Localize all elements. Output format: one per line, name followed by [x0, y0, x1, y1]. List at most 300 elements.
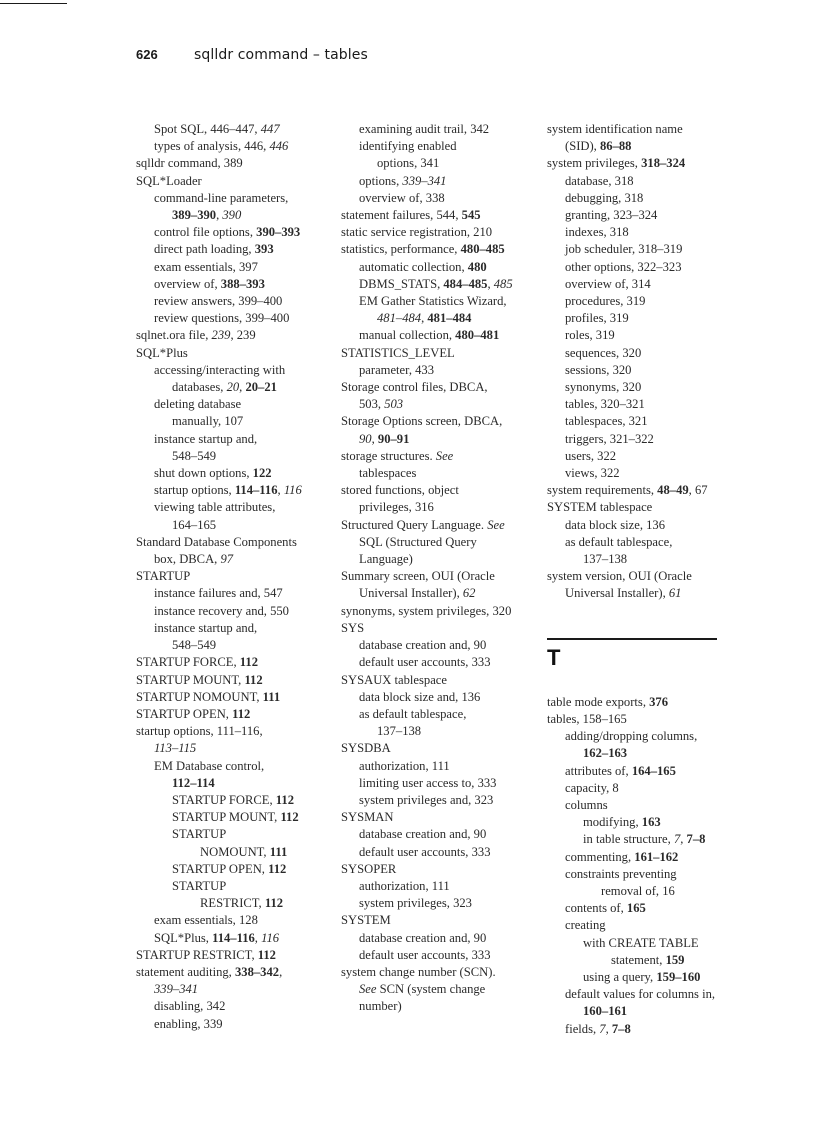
entry-text: SYSAUX tablespace	[341, 672, 447, 687]
index-entry	[547, 728, 747, 745]
entry-text: , 239	[230, 328, 256, 343]
entry-text: system change number (SCN).	[341, 964, 496, 979]
index-entry	[547, 431, 747, 448]
entry-text: modifying,	[583, 815, 642, 830]
entry-text: examining audit trail, 342	[359, 122, 490, 136]
entry-text: 548–549	[172, 638, 217, 653]
entry-text: ,	[279, 964, 283, 979]
entry-text: 318–324	[641, 156, 686, 171]
entry-text: users, 322	[565, 448, 617, 463]
entry-text: overview of, 314	[565, 276, 651, 291]
index-entry	[341, 981, 526, 998]
entry-text: sqlldr command, 389	[136, 156, 243, 171]
entry-text: 111	[269, 844, 288, 859]
index-entry	[136, 912, 326, 929]
index-entry	[136, 155, 326, 172]
index-entry	[136, 448, 326, 465]
entry-text: ,	[487, 276, 494, 291]
entry-text: database creation and, 90	[359, 638, 487, 653]
index-entry	[136, 861, 326, 878]
entry-text: 388–393	[220, 276, 265, 291]
index-column-3	[547, 121, 747, 1038]
index-entry	[341, 878, 526, 895]
entry-text: (SID),	[565, 139, 600, 154]
index-entry	[547, 1021, 747, 1038]
entry-text: 7–8	[611, 1021, 631, 1036]
index-entry	[341, 121, 526, 138]
index-entry	[341, 706, 526, 723]
entry-text: roles, 319	[565, 328, 615, 343]
entry-text: STARTUP	[172, 878, 227, 893]
index-entry	[136, 190, 326, 207]
entry-text: 545	[461, 208, 481, 223]
index-entry	[547, 517, 747, 534]
index-entry	[136, 327, 326, 344]
entry-text: instance failures and, 547	[154, 586, 283, 601]
index-entry	[136, 517, 326, 534]
entry-text: system privileges,	[547, 156, 642, 171]
index-entry	[136, 740, 326, 757]
entry-text: 90	[359, 431, 372, 446]
index-entry	[341, 379, 526, 396]
index-entry	[136, 345, 326, 362]
index-entry	[341, 844, 526, 861]
entry-text: tables, 158–165	[547, 711, 627, 726]
entry-text: 480	[467, 259, 487, 274]
entry-text: storage structures.	[341, 448, 436, 463]
index-entry	[136, 362, 326, 379]
entry-text: capacity, 8	[565, 780, 619, 795]
entry-text: startup options, 111–116,	[136, 724, 263, 739]
index-entry	[136, 826, 326, 843]
index-entry	[136, 930, 326, 947]
entry-text: 161–162	[634, 849, 679, 864]
index-entry	[136, 259, 326, 276]
entry-text: ,	[371, 431, 378, 446]
section-letter: T	[547, 644, 561, 670]
index-entry	[136, 396, 326, 413]
entry-text: STARTUP MOUNT,	[172, 810, 281, 825]
entry-text: 112–114	[172, 775, 215, 790]
index-entry	[136, 138, 326, 155]
entry-text: statement,	[611, 952, 666, 967]
index-entry	[136, 310, 326, 327]
entry-text: 137–138	[377, 724, 422, 739]
entry-text: 164–165	[631, 763, 676, 778]
index-entry	[341, 276, 526, 293]
index-entry	[341, 861, 526, 878]
entry-text: STARTUP MOUNT,	[136, 672, 245, 687]
index-entry	[136, 585, 326, 602]
entry-text: identifying enabled	[359, 139, 457, 154]
entry-text: sessions, 320	[565, 362, 632, 377]
entry-text: 162–163	[583, 746, 628, 761]
entry-text: static service registration, 210	[341, 225, 493, 240]
entry-text: enabling, 339	[154, 1016, 223, 1031]
index-entry	[136, 1016, 326, 1033]
index-entry	[547, 745, 747, 762]
entry-text: tablespaces, 321	[565, 414, 648, 429]
entry-text: 165	[626, 901, 646, 916]
entry-text: 20	[226, 380, 240, 395]
index-entry	[341, 585, 526, 602]
entry-text: views, 322	[565, 466, 620, 481]
entry-text: database, 318	[565, 173, 634, 188]
index-entry	[547, 448, 747, 465]
entry-text: fields,	[565, 1021, 600, 1036]
index-entry	[547, 310, 747, 327]
index-entry	[547, 465, 747, 482]
entry-text: adding/dropping columns,	[565, 729, 698, 744]
index-column-1	[136, 121, 326, 1033]
index-entry	[136, 499, 326, 516]
index-entry	[547, 986, 747, 1003]
entry-text: SQL*Plus	[136, 345, 188, 360]
entry-text: Universal Installer),	[359, 586, 463, 601]
entry-text: command-line parameters,	[154, 190, 289, 205]
entry-text: 112	[239, 655, 258, 670]
index-entry	[547, 155, 747, 172]
entry-text: 62	[462, 586, 476, 601]
entry-text: job scheduler, 318–319	[565, 242, 683, 257]
index-entry	[547, 694, 747, 711]
entry-text: indexes, 318	[565, 225, 629, 240]
index-entry	[547, 883, 747, 900]
index-entry	[341, 534, 526, 551]
index-entry	[547, 190, 747, 207]
entry-text: databases,	[172, 380, 227, 395]
index-entry	[341, 637, 526, 654]
entry-text: 390–393	[256, 225, 301, 240]
index-entry	[341, 345, 526, 362]
index-entry	[341, 568, 526, 585]
entry-text: synonyms, system privileges, 320	[341, 603, 512, 618]
index-entry	[341, 723, 526, 740]
entry-text: system identification name	[547, 122, 683, 136]
index-entry	[341, 448, 526, 465]
index-entry	[136, 224, 326, 241]
index-entry	[547, 763, 747, 780]
top-rule	[0, 3, 67, 4]
entry-text: 7	[673, 832, 681, 847]
index-entry	[341, 912, 526, 929]
entry-text: 503,	[359, 397, 385, 412]
entry-text: disabling, 342	[154, 999, 226, 1014]
index-entry	[341, 620, 526, 637]
index-entry	[136, 173, 326, 190]
entry-text: options, 341	[377, 156, 440, 171]
index-entry	[547, 866, 747, 883]
entry-text: using a query,	[583, 969, 657, 984]
index-entry	[136, 689, 326, 706]
index-entry	[341, 190, 526, 207]
entry-text: See	[359, 982, 377, 997]
entry-text: STARTUP FORCE,	[172, 792, 276, 807]
entry-text: 111	[262, 689, 281, 704]
index-entry	[341, 327, 526, 344]
entry-text: as default tablespace,	[359, 706, 467, 721]
index-entry	[547, 362, 747, 379]
index-entry	[547, 345, 747, 362]
entry-text: granting, 323–324	[565, 208, 658, 223]
index-entry	[547, 797, 747, 814]
index-entry	[547, 900, 747, 917]
entry-text: EM Database control,	[154, 758, 265, 773]
entry-text: viewing table attributes,	[154, 500, 276, 515]
entry-text: 239	[211, 328, 231, 343]
entry-text: STARTUP NOMOUNT,	[136, 689, 263, 704]
entry-text: ,	[680, 832, 687, 847]
entry-text: system privileges, 323	[359, 896, 472, 911]
index-entry	[341, 499, 526, 516]
entry-text: SYSTEM	[341, 913, 391, 928]
entry-text: 112	[275, 792, 294, 807]
index-entry	[341, 138, 526, 155]
index-entry	[547, 138, 747, 155]
entry-text: 112	[257, 947, 276, 962]
entry-text: STARTUP OPEN,	[136, 706, 233, 721]
entry-text: 86–88	[599, 139, 632, 154]
index-entry	[136, 121, 326, 138]
entry-text: 112	[268, 861, 287, 876]
col3-entries-top	[547, 121, 747, 603]
entry-text: ,	[421, 311, 428, 326]
entry-text: Universal Installer),	[565, 586, 669, 601]
entry-text: 163	[641, 815, 661, 830]
entry-text: STARTUP	[172, 827, 227, 842]
entry-text: 481–484	[377, 311, 422, 326]
index-entry	[547, 969, 747, 986]
entry-text: 484–485	[443, 276, 488, 291]
index-entry	[136, 431, 326, 448]
index-entry	[547, 413, 747, 430]
entry-text: privileges, 316	[359, 500, 434, 515]
index-entry	[547, 499, 747, 516]
entry-text: shut down options,	[154, 466, 253, 481]
index-entry	[547, 224, 747, 241]
index-entry	[547, 207, 747, 224]
entry-text: 548–549	[172, 448, 217, 463]
entry-text: direct path loading,	[154, 242, 255, 257]
entry-text: limiting user access to, 333	[359, 775, 497, 790]
index-entry	[341, 809, 526, 826]
entry-text: exam essentials, 397	[154, 259, 258, 274]
index-entry	[547, 121, 747, 138]
entry-text: profiles, 319	[565, 311, 629, 326]
index-entry	[547, 568, 747, 585]
entry-text: commenting,	[565, 849, 635, 864]
entry-text: stored functions, object	[341, 483, 459, 498]
index-entry	[136, 878, 326, 895]
index-entry	[136, 482, 326, 499]
index-entry	[341, 482, 526, 499]
index-entry	[547, 534, 747, 551]
entry-text: See	[487, 517, 505, 532]
entry-text: overview of,	[154, 276, 221, 291]
entry-text: removal of, 16	[601, 883, 675, 898]
index-entry	[341, 998, 526, 1015]
index-entry	[341, 964, 526, 981]
index-entry	[341, 155, 526, 172]
entry-text: 503	[384, 397, 404, 412]
entry-text: default user accounts, 333	[359, 655, 491, 670]
index-entry	[136, 758, 326, 775]
entry-text: with CREATE TABLE	[583, 935, 699, 950]
index-entry	[136, 981, 326, 998]
entry-text: 137–138	[583, 552, 628, 567]
entry-text: statement failures, 544,	[341, 208, 462, 223]
entry-text: creating	[565, 918, 606, 933]
entry-text: 7	[599, 1021, 606, 1036]
entry-text: tablespaces	[359, 466, 417, 481]
entry-text: instance startup and,	[154, 431, 258, 446]
entry-text: synonyms, 320	[565, 380, 642, 395]
entry-text: STARTUP FORCE,	[136, 655, 240, 670]
entry-text: sequences, 320	[565, 345, 642, 360]
index-entry	[341, 431, 526, 448]
index-entry	[547, 935, 747, 952]
index-entry	[547, 780, 747, 797]
index-entry	[136, 568, 326, 585]
entry-text: 112	[264, 896, 284, 911]
entry-text: instance recovery and, 550	[154, 603, 289, 618]
index-entry	[547, 276, 747, 293]
index-entry	[341, 551, 526, 568]
entry-text: NOMOUNT,	[200, 844, 270, 859]
index-entry	[136, 947, 326, 964]
entry-text: Spot SQL, 446–447,	[154, 122, 261, 136]
index-entry	[136, 620, 326, 637]
entry-text: 122	[252, 466, 272, 481]
entry-text: 160–161	[583, 1004, 628, 1019]
index-entry	[547, 952, 747, 969]
index-column-2	[341, 121, 526, 1016]
index-entry	[136, 241, 326, 258]
entry-text: review questions, 399–400	[154, 311, 290, 326]
entry-text: types of analysis, 446,	[154, 139, 270, 154]
entry-text: Summary screen, OUI (Oracle	[341, 569, 495, 584]
index-entry	[341, 293, 526, 310]
entry-text: 339–341	[402, 173, 447, 188]
entry-text: default user accounts, 333	[359, 947, 491, 962]
entry-text: 61	[668, 586, 682, 601]
entry-text: 159–160	[656, 969, 701, 984]
entry-text: database creation and, 90	[359, 930, 487, 945]
index-entry	[341, 654, 526, 671]
entry-text: Storage control files, DBCA,	[341, 380, 488, 395]
entry-text: SQL*Plus,	[154, 930, 213, 945]
index-entry	[341, 173, 526, 190]
entry-text: ,	[605, 1021, 612, 1036]
entry-text: as default tablespace,	[565, 534, 673, 549]
entry-text: deleting database	[154, 397, 242, 412]
index-entry	[136, 998, 326, 1015]
entry-text: table mode exports,	[547, 694, 650, 709]
entry-text: parameter, 433	[359, 362, 435, 377]
entry-text: in table structure,	[583, 832, 674, 847]
entry-text: 114–116	[234, 483, 278, 498]
index-entry	[341, 826, 526, 843]
index-entry	[136, 465, 326, 482]
index-entry	[547, 396, 747, 413]
entry-text: Standard Database Components	[136, 534, 297, 549]
entry-text: default values for columns in,	[565, 987, 716, 1002]
entry-text: ,	[277, 483, 284, 498]
index-entry	[547, 482, 747, 499]
index-entry	[341, 517, 526, 534]
entry-text: exam essentials, 128	[154, 913, 258, 928]
entry-text: system requirements,	[547, 483, 658, 498]
index-entry	[136, 844, 326, 861]
entry-text: 113–115	[154, 741, 197, 756]
entry-text: RESTRICT,	[200, 896, 265, 911]
entry-text: 480–481	[455, 328, 500, 343]
index-entry	[136, 207, 326, 224]
index-entry	[136, 775, 326, 792]
index-entry	[547, 293, 747, 310]
index-entry	[341, 465, 526, 482]
index-entry	[136, 706, 326, 723]
entry-text: 446	[269, 139, 289, 154]
index-entry	[136, 809, 326, 826]
entry-text: startup options,	[154, 483, 235, 498]
entry-text: 164–165	[172, 517, 217, 532]
entry-text: columns	[565, 797, 608, 812]
entry-text: DBMS_STATS,	[359, 276, 444, 291]
entry-text: See	[435, 448, 454, 463]
index-entry	[341, 224, 526, 241]
index-entry	[136, 379, 326, 396]
index-entry	[136, 672, 326, 689]
index-entry	[341, 895, 526, 912]
entry-text: 116	[283, 483, 302, 498]
index-entry	[341, 310, 526, 327]
index-entry	[136, 637, 326, 654]
entry-text: STARTUP RESTRICT,	[136, 947, 258, 962]
entry-text: 447	[260, 122, 280, 136]
index-entry	[341, 930, 526, 947]
index-entry	[547, 1003, 747, 1020]
index-entry	[136, 964, 326, 981]
entry-text: 376	[649, 694, 669, 709]
index-entry	[341, 775, 526, 792]
entry-text: SYSTEM tablespace	[547, 500, 653, 515]
entry-text: EM Gather Statistics Wizard,	[359, 294, 507, 309]
index-entry	[547, 551, 747, 568]
entry-text: SYSOPER	[341, 861, 397, 876]
entry-text: options,	[359, 173, 403, 188]
index-entry	[136, 293, 326, 310]
entry-text: data block size and, 136	[359, 689, 481, 704]
index-entry	[547, 241, 747, 258]
entry-text: review answers, 399–400	[154, 294, 283, 309]
index-entry	[341, 603, 526, 620]
index-entry	[547, 327, 747, 344]
index-entry	[341, 758, 526, 775]
entry-text: box, DBCA,	[154, 552, 221, 567]
entry-text: ,	[216, 208, 223, 223]
entry-text: Language)	[359, 552, 413, 567]
entry-text: sqlnet.ora file,	[136, 328, 212, 343]
entry-text: Storage Options screen, DBCA,	[341, 414, 503, 429]
entry-text: 393	[254, 242, 274, 257]
entry-text: constraints preventing	[565, 866, 677, 881]
index-entry	[341, 792, 526, 809]
entry-text: 112	[244, 672, 263, 687]
entry-text: 112	[232, 706, 251, 721]
index-entry	[341, 362, 526, 379]
index-entry	[136, 276, 326, 293]
